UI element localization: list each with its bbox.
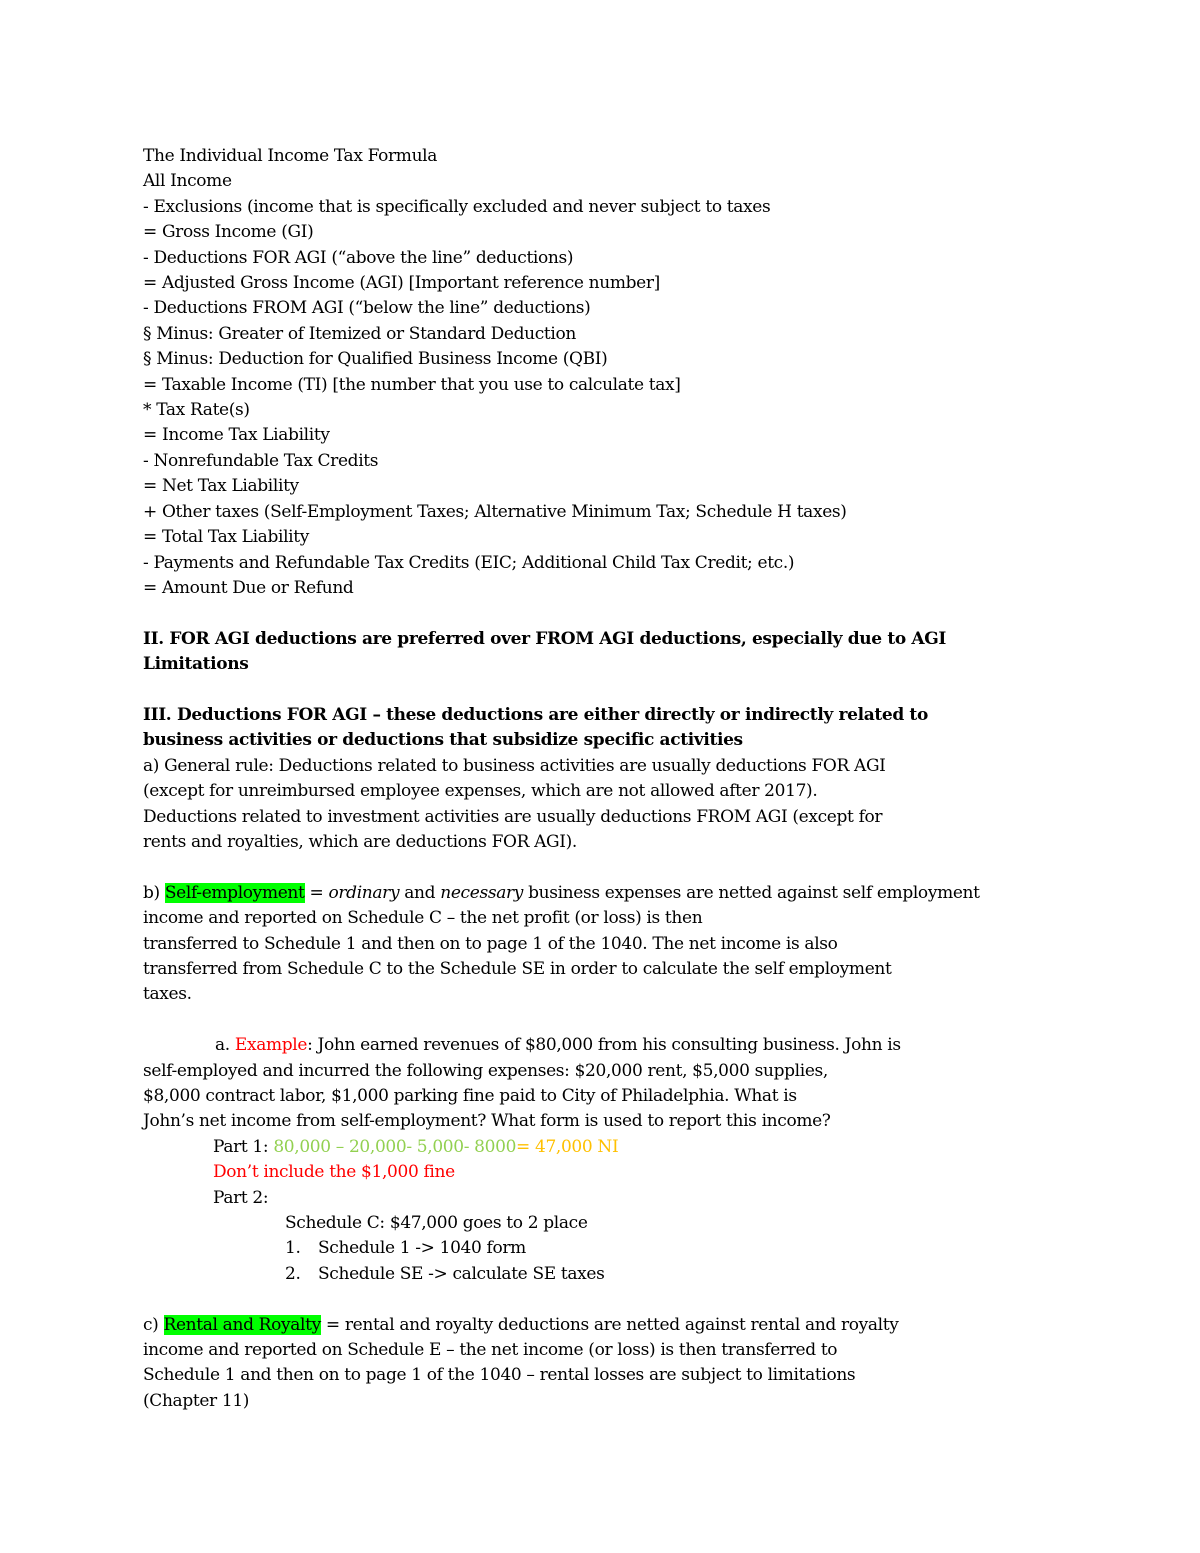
list-item [143,1236,1100,1261]
formula-line: § Minus: Greater of Itemized or Standard Deduction [143,323,576,344]
formula-line: = Income Tax Liability [143,425,330,446]
example-marker: a. [215,1035,235,1056]
formula-line: - Nonrefundable Tax Credits [143,450,379,471]
section-iii [143,703,1100,1414]
example-first-line [143,1033,1100,1058]
formula-line: = Total Tax Liability [143,527,309,548]
self-employment-line: taxes. [143,984,192,1005]
self-employment-line: transferred from Schedule C to the Schedule SE in order to calculate the self employment [143,958,892,979]
highlighted-term-rental-royalty: Rental and Royalty [163,1314,321,1335]
section-iii-heading: III. Deductions FOR AGI – these deductions are either directly or indirectly related to [143,704,928,725]
and-text: and [399,882,441,903]
formula-line: = Adjusted Gross Income (AGI) [Important reference number] [143,273,660,294]
rental-rest: = rental and royalty deductions are netted against rental and royalty [320,1314,899,1335]
blank-line [143,601,1100,626]
part1-result: = 47,000 NI [516,1136,619,1157]
list-text: Schedule SE -> calculate SE taxes [318,1263,605,1284]
example-block [143,1033,1100,1287]
list-text: Schedule 1 -> 1040 form [318,1238,526,1259]
formula-line: § Minus: Deduction for Qualified Business Income (QBI) [143,349,608,370]
tax-formula-section [143,144,1100,601]
section-ii [143,627,1100,678]
self-employment-line: income and reported on Schedule C – the net profit (or loss) is then [143,908,703,929]
formula-line: - Exclusions (income that is specifically excluded and never subject to taxes [143,196,771,217]
formula-line: - Deductions FOR AGI (“above the line” deductions) [143,247,574,268]
self-employment-line: transferred to Schedule 1 and then on to page 1 of the 1040. The net income is also [143,933,838,954]
formula-title: The Individual Income Tax Formula [143,146,438,166]
self-employment-paragraph [143,881,1100,1008]
formula-line: = Gross Income (GI) [143,222,314,243]
italic-ordinary: ordinary [328,882,400,903]
example-line: John’s net income from self-employment? What form is used to report this income? [143,1111,831,1132]
self-employment-first-line [143,881,1100,906]
formula-line: = Taxable Income (TI) [the number that you use to calculate tax] [143,374,681,395]
section-iii-heading-cont: business activities or deductions that subsidize specific activities [143,730,743,751]
formula-line: = Amount Due or Refund [143,577,354,598]
blank-line [143,1008,1100,1033]
list-number: 2. [285,1263,301,1284]
italic-necessary: necessary [440,882,524,903]
part1-label: Part 1: [213,1136,274,1157]
rental-line: income and reported on Schedule E – the net income (or loss) is then transferred to [143,1340,838,1361]
item-prefix: b) [143,882,165,903]
formula-line: All Income [143,171,232,192]
general-rule-line: a) General rule: Deductions related to business activities are usually deductions FOR AGI [143,755,886,776]
formula-line: * Tax Rate(s) [143,400,250,421]
formula-line: - Payments and Refundable Tax Credits (EIC; Additional Child Tax Credit; etc.) [143,552,795,573]
example-line: self-employed and incurred the following expenses: $20,000 rent, $5,000 supplies, [143,1060,828,1081]
item-prefix: c) [143,1314,164,1335]
blank-line [143,855,1100,880]
equals-text: = [304,882,329,903]
rental-royalty-paragraph [143,1313,1100,1415]
formula-line: + Other taxes (Self-Employment Taxes; Alternative Minimum Tax; Schedule H taxes) [143,501,847,522]
fine-note: Don’t include the $1,000 fine [213,1162,455,1183]
list-item [143,1262,1100,1287]
general-rule-line: (except for unreimbursed employee expenses, which are not allowed after 2017). [143,781,818,802]
part2-label: Part 2: [213,1187,269,1208]
section-ii-heading-cont: Limitations [143,654,249,675]
example-label: Example [234,1035,308,1056]
example-line: $8,000 contract labor, $1,000 parking fine paid to City of Philadelphia. What is [143,1085,797,1106]
rental-first-line [143,1313,1100,1338]
section-ii-heading: II. FOR AGI deductions are preferred over FROM AGI deductions, especially due to AGI [143,628,946,649]
rental-line: Schedule 1 and then on to page 1 of the 1040 – rental losses are subject to limitations [143,1365,856,1386]
blank-line [143,678,1100,703]
general-rule-line: Deductions related to investment activities are usually deductions FROM AGI (except for [143,806,883,827]
formula-line: - Deductions FROM AGI (“below the line” deductions) [143,298,591,319]
example-text: : John earned revenues of $80,000 from his consulting business. John is [307,1035,901,1056]
highlighted-term-self-employment: Self-employment [164,882,305,903]
general-rule-line: rents and royalties, which are deductions FOR AGI). [143,831,577,852]
formula-line: = Net Tax Liability [143,476,299,497]
rental-line: (Chapter 11) [143,1390,250,1411]
list-number: 1. [285,1238,301,1259]
part1-line [143,1135,1100,1160]
part1-calculation: 80,000 – 20,000- 5,000- 8000 [273,1136,517,1157]
schedule-c-line: Schedule C: $47,000 goes to 2 place [285,1213,588,1233]
self-employment-rest: business expenses are netted against self employment [523,882,980,903]
blank-line [143,1287,1100,1312]
